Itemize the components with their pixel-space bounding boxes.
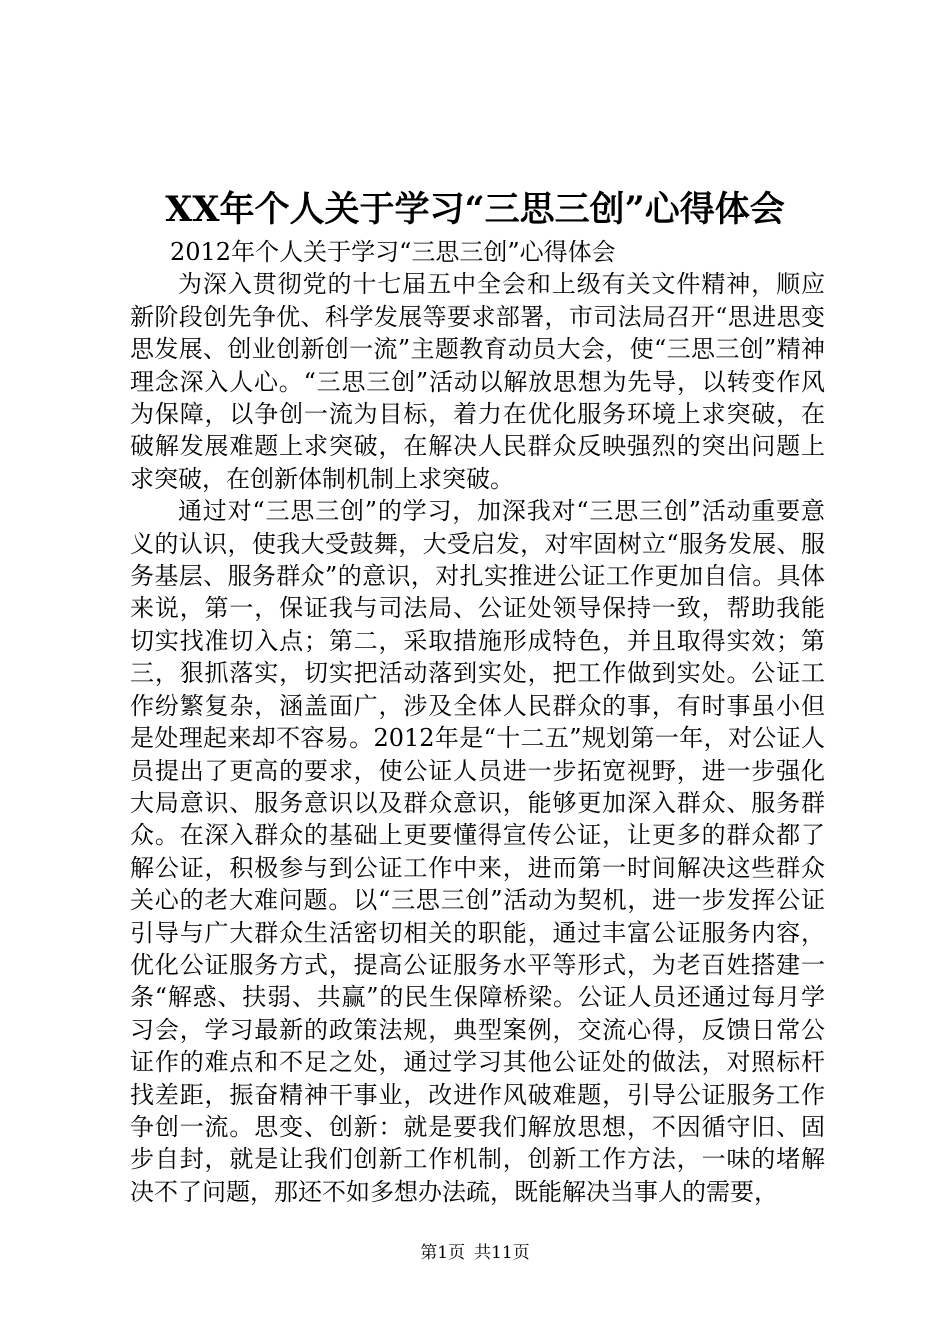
document-subtitle: 2012年个人关于学习“三思三创”心得体会 xyxy=(170,238,616,266)
paragraph-2: 通过对“三思三创”的学习，加深我对“三思三创”活动重要意义的认识，使我大受鼓舞，大受启发，对牢固树立“服务发展、服务基层、服务群众”的意识，对扎实推进公证工作更加自信。具体来说，第一，保证我与司法局、公证处领导保持一致，帮助我能切实找准切入点；第二，采取措施形成特色，并且取得实效；第三，狠抓落实，切实把活动落到实处，把工作做到实处。公证工作纷繁复杂，涵盖面广，涉及全体人民群众的事，有时事虽小但是处理起来却不容易。2012年是“十二五”规划第一年，对公证人员提出了更高的要求，使公证人员进一步拓宽视野，进一步强化大局意识、服务意识以及群众意识，能够更加深入群众、服务群众。在深入群众的基础上更要懂得宣传公证，让更多的群众都了解公证，积极参与到公证工作中来，进而第一时间解决这些群众关心的老大难问题。以“三思三创”活动为契机，进一步发挥公证引导与广大群众生活密切相关的职能，通过丰富公证服务内容，优化公证服务方式，提高公证服务水平等形式，为老百姓搭建一条“解惑、扶弱、共赢”的民生保障桥梁。公证人员还通过每月学习会，学习最新的政策法规，典型案例，交流心得，反馈日常公证作的难点和不足之处，通过学习其他公证处的做法，对照标杆找差距，振奋精神干事业，改进作风破难题，引导公证服务工作争创一流。思变、创新：就是要我们解放思想，不因循守旧、固步自封，就是让我们创新工作机制，创新工作方法，一味的堵解决不了问题，那还不如多想办法疏，既能解决当事人的需要， xyxy=(130,497,825,1206)
page-footer xyxy=(0,1242,950,1264)
document-body xyxy=(130,236,825,1208)
paragraph-1: 为深入贯彻党的十七届五中全会和上级有关文件精神，顺应新阶段创先争优、科学发展等要求部署，市司法局召开“思进思变思发展、创业创新创一流”主题教育动员大会，使“三思三创”精神理念深入人心。“三思三创”活动以解放思想为先导，以转变作风为保障，以争创一流为目标，着力在优化服务环境上求突破，在破解发展难题上求突破，在解决人民群众反映强烈的突出问题上求突破，在创新体制机制上求突破。 xyxy=(130,270,825,493)
document-title: XX年个人关于学习“三思三创”心得体会 xyxy=(165,189,785,230)
page-total: 共11页 xyxy=(474,1243,530,1263)
page-number: 第1页 xyxy=(420,1243,466,1263)
